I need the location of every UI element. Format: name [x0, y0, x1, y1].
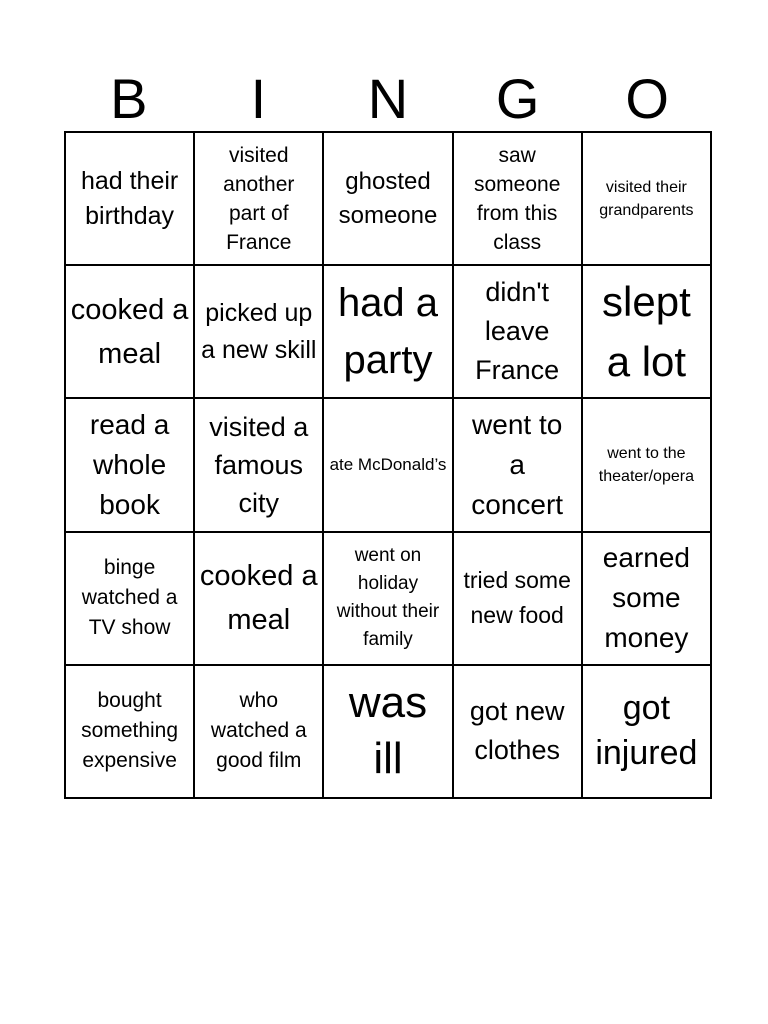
bingo-cell — [195, 666, 324, 799]
bingo-cell — [454, 666, 583, 799]
cell-text: got new clothes — [469, 696, 565, 766]
bingo-cell — [454, 133, 583, 266]
bingo-cell — [324, 533, 453, 666]
cell-text: slept a lot — [602, 277, 691, 385]
bingo-cell — [66, 666, 195, 799]
bingo-cell — [66, 133, 195, 266]
bingo-cell — [583, 133, 712, 266]
cell-text: tried some new food — [463, 567, 571, 629]
cell-text: didn't leave France — [475, 277, 560, 386]
cell-text: had their birthday — [80, 166, 179, 230]
cell-text: got injured — [595, 689, 698, 773]
bingo-cell — [66, 399, 195, 532]
cell-text: earned some money — [602, 542, 690, 654]
bingo-cell — [66, 266, 195, 399]
cell-text: bought something expensive — [81, 689, 179, 773]
bingo-cell — [195, 266, 324, 399]
bingo-cell — [195, 399, 324, 532]
bingo-cell — [583, 266, 712, 399]
cell-text: cooked a meal — [199, 560, 318, 637]
cell-text: cooked a meal — [70, 293, 189, 370]
bingo-cell — [583, 533, 712, 666]
header-letter-g: G — [495, 67, 540, 130]
bingo-cell — [324, 666, 453, 799]
cell-text: went to the theater/opera — [598, 444, 694, 485]
cell-text: who watched a good film — [210, 689, 307, 773]
header-letter-n: N — [367, 67, 409, 130]
cell-text: visited their grandparents — [599, 178, 694, 219]
bingo-cell — [195, 533, 324, 666]
cell-text: had a party — [337, 280, 439, 382]
bingo-cell — [324, 133, 453, 266]
cell-text: read a whole book — [89, 408, 170, 520]
cell-text: binge watched a TV show — [81, 556, 178, 640]
bingo-cell — [454, 399, 583, 532]
bingo-cell — [324, 266, 453, 399]
cell-text: went to a concert — [471, 408, 564, 520]
header-letter-b: B — [110, 67, 148, 130]
bingo-cell — [583, 399, 712, 532]
cell-text: visited another part of France — [223, 143, 295, 254]
header-letter-i: I — [250, 67, 267, 130]
cell-text: ate McDonald’s — [329, 455, 447, 475]
cell-text: went on holiday without their family — [336, 545, 440, 651]
bingo-cell — [195, 133, 324, 266]
cell-text: picked up a new skill — [201, 298, 317, 364]
bingo-grid — [64, 131, 712, 799]
bingo-cell — [454, 533, 583, 666]
cell-text: saw someone from this class — [473, 143, 561, 254]
header-letter-o: O — [625, 67, 669, 130]
bingo-cell — [454, 266, 583, 399]
bingo-cell — [324, 399, 453, 532]
bingo-header — [64, 68, 712, 130]
cell-text: was ill — [348, 678, 428, 784]
cell-text: ghosted someone — [338, 167, 438, 229]
cell-text: visited a famous city — [209, 411, 309, 518]
bingo-cell — [66, 533, 195, 666]
bingo-cell — [583, 666, 712, 799]
